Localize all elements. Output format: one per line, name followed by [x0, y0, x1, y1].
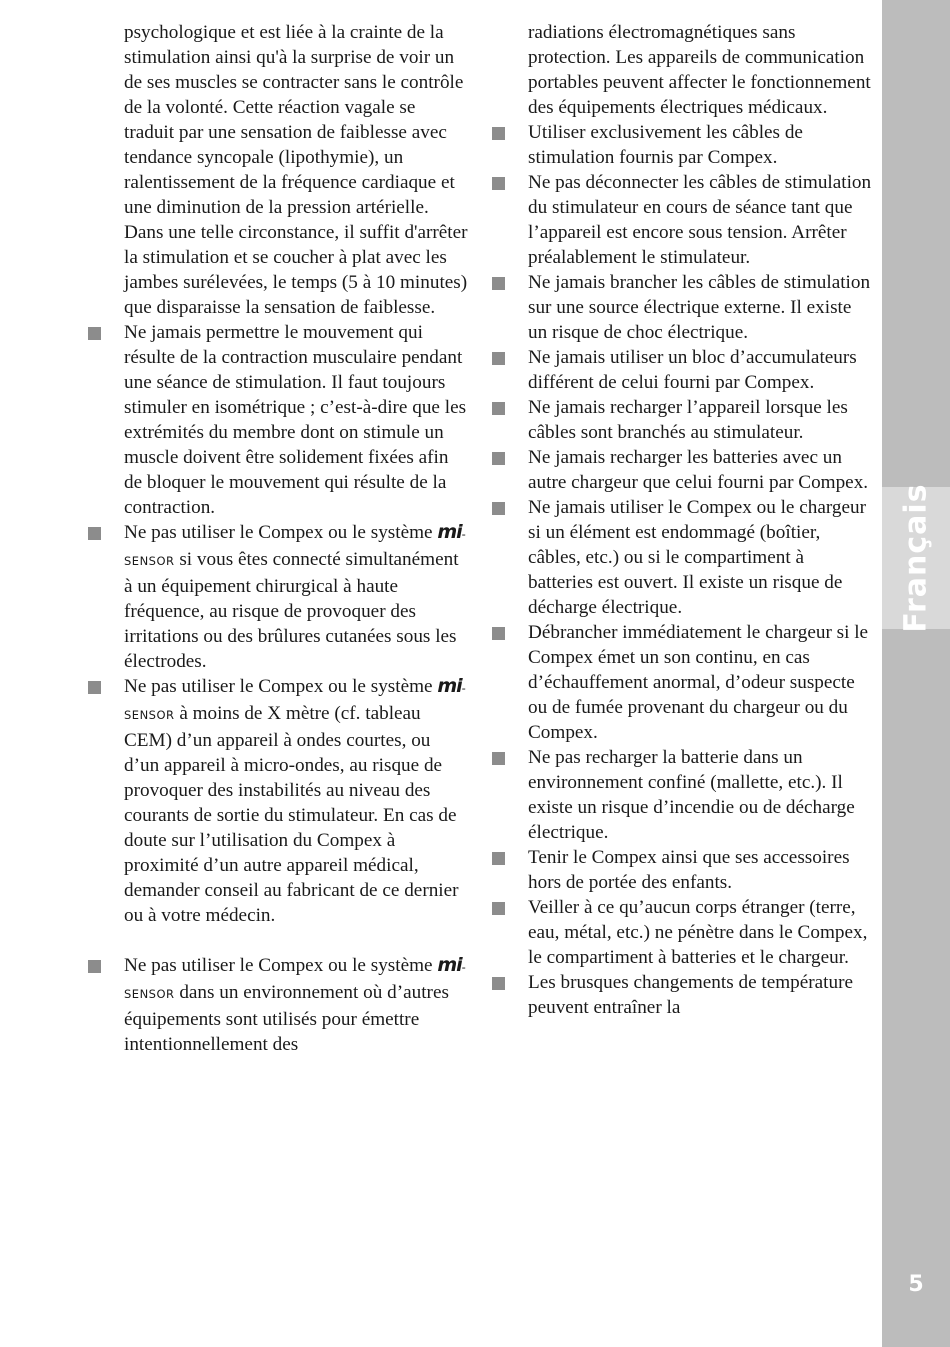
text-segment: radiations électromagnétiques sans protection. Les appareils de communication portables peuvent affecter le fonctionnement des équipements électriques médicaux.	[528, 22, 871, 118]
text-segment: Tenir le Compex ainsi que ses accessoires hors de portée des enfants.	[528, 847, 850, 893]
text-segment: Ne pas utiliser le Compex ou le système	[124, 955, 438, 976]
square-bullet-icon	[88, 327, 101, 340]
text-segment: si vous êtes connecté simultanément à un équipement chirurgical à haute fréquence, au risque de provoquer des irritations ou des brûlures cutanées sous les électrodes.	[124, 549, 459, 672]
item-text	[528, 895, 872, 970]
text-segment: Ne jamais brancher les câbles de stimulation sur une source électrique externe. Il existe un risque de choc électrique.	[528, 272, 871, 343]
mi-logo-mark: mi	[437, 954, 462, 976]
bullet-item	[492, 895, 872, 970]
text-segment: Ne pas recharger la batterie dans un environnement confiné (mallette, etc.). Il existe un risque d’incendie ou de décharge électrique.	[528, 747, 855, 843]
bullet-item	[88, 320, 468, 520]
bullet-item	[492, 395, 872, 445]
bullet-item	[492, 445, 872, 495]
text-segment: Ne pas utiliser le Compex ou le système	[124, 522, 438, 543]
continued-paragraph	[492, 20, 872, 120]
text-segment: Ne jamais utiliser un bloc d’accumulateurs différent de celui fourni par Compex.	[528, 347, 857, 393]
square-bullet-icon	[492, 452, 505, 465]
bullet-item	[492, 345, 872, 395]
item-text	[124, 20, 468, 320]
square-bullet-icon	[492, 852, 505, 865]
bullet-item	[492, 845, 872, 895]
language-sidebar	[882, 0, 950, 1347]
item-text	[528, 270, 872, 345]
item-text	[528, 20, 872, 120]
square-bullet-icon	[88, 527, 101, 540]
item-text	[528, 120, 872, 170]
text-segment: Ne jamais utiliser le Compex ou le chargeur si un élément est endommagé (boîtier, câbles, etc.) ou si le compartiment à batteries est ouvert. Il existe un risque de décharge électrique.	[528, 497, 866, 618]
square-bullet-icon	[492, 502, 505, 515]
square-bullet-icon	[492, 402, 505, 415]
item-text	[528, 170, 872, 270]
item-text	[124, 953, 468, 1057]
text-segment: Ne pas utiliser le Compex ou le système	[124, 676, 438, 697]
sensor-logo-text: -SENSOR	[124, 527, 467, 568]
bullet-item	[492, 970, 872, 1020]
square-bullet-icon	[492, 627, 505, 640]
page-number: 5	[908, 1272, 924, 1297]
text-segment: Débrancher immédiatement le chargeur si le Compex émet un son continu, en cas d’échauffement anormal, d’odeur suspecte ou de fumée provenant du chargeur ou du Compex.	[528, 622, 869, 743]
square-bullet-icon	[492, 127, 505, 140]
bullet-item	[492, 120, 872, 170]
text-segment: Les brusques changements de température peuvent entraîner la	[528, 972, 853, 1018]
bullet-item	[492, 495, 872, 620]
mi-logo-mark: mi	[437, 675, 462, 697]
text-segment: psychologique et est liée à la crainte de la stimulation ainsi qu'à la surprise de voir un de ses muscles se contracter sans le contrôle de la volonté. Cette réaction vagale se traduit par une sensation de faiblesse avec tendance syncopale (lipothymie), un ralentissement de la fréquence cardiaque et une diminution de la pression artérielle. Dans une telle circonstance, il suffit d'arrêter la stimulation et se coucher à plat avec les jambes surélevées, le temps (5 à 10 minutes) que disparaisse la sensation de faiblesse.	[124, 22, 468, 318]
item-text	[124, 674, 468, 928]
bullet-item	[492, 270, 872, 345]
right-column	[492, 20, 872, 1020]
square-bullet-icon	[492, 977, 505, 990]
item-text	[528, 395, 872, 445]
item-text	[528, 745, 872, 845]
item-text	[124, 320, 468, 520]
square-bullet-icon	[88, 960, 101, 973]
bullet-item	[492, 170, 872, 270]
bullet-item	[88, 674, 468, 928]
item-text	[528, 495, 872, 620]
item-text	[528, 345, 872, 395]
square-bullet-icon	[492, 752, 505, 765]
text-segment: Ne jamais recharger l’appareil lorsque les câbles sont branchés au stimulateur.	[528, 397, 848, 443]
left-column	[88, 20, 468, 1057]
square-bullet-icon	[492, 177, 505, 190]
continued-paragraph	[88, 20, 468, 320]
bullet-item	[492, 745, 872, 845]
item-text	[124, 520, 468, 674]
text-segment: Ne pas déconnecter les câbles de stimulation du stimulateur en cours de séance tant que l’appareil est encore sous tension. Arrêter préalablement le stimulateur.	[528, 172, 872, 268]
text-segment: Veiller à ce qu’aucun corps étranger (terre, eau, métal, etc.) ne pénètre dans le Compex, le compartiment à batteries et le chargeur.	[528, 897, 868, 968]
square-bullet-icon	[88, 681, 101, 694]
bullet-item	[492, 620, 872, 745]
bullet-item	[88, 520, 468, 674]
square-bullet-icon	[492, 902, 505, 915]
text-segment: Ne jamais recharger les batteries avec un autre chargeur que celui fourni par Compex.	[528, 447, 869, 493]
sensor-logo-text: -SENSOR	[124, 960, 467, 1001]
sensor-logo-text: -SENSOR	[124, 681, 467, 722]
item-text	[528, 845, 872, 895]
item-text	[528, 445, 872, 495]
text-segment: Utiliser exclusivement les câbles de stimulation fournis par Compex.	[528, 122, 803, 168]
text-segment: à moins de X mètre (cf. tableau CEM) d’un appareil à ondes courtes, ou d’un appareil à micro-ondes, au risque de provoquer des instabilités au niveau des courants de sortie du stimulateur. En cas de doute sur l’utilisation du Compex à proximité d’un autre appareil médical, demander conseil au fabricant de ce dernier ou à votre médecin.	[124, 703, 459, 926]
square-bullet-icon	[492, 352, 505, 365]
mi-logo-mark: mi	[437, 521, 462, 543]
item-text	[528, 970, 872, 1020]
item-text	[528, 620, 872, 745]
language-label: Français	[898, 483, 934, 633]
bullet-item	[88, 953, 468, 1057]
text-segment: dans un environnement où d’autres équipements sont utilisés pour émettre intentionnellement des	[124, 982, 449, 1055]
text-segment: Ne jamais permettre le mouvement qui résulte de la contraction musculaire pendant une séance de stimulation. Il faut toujours stimuler en isométrique ; c’est-à-dire que les extrémités du membre dont on stimule un muscle doivent être solidement fixées afin de bloquer le mouvement qui résulte de la contraction.	[124, 322, 467, 518]
square-bullet-icon	[492, 277, 505, 290]
